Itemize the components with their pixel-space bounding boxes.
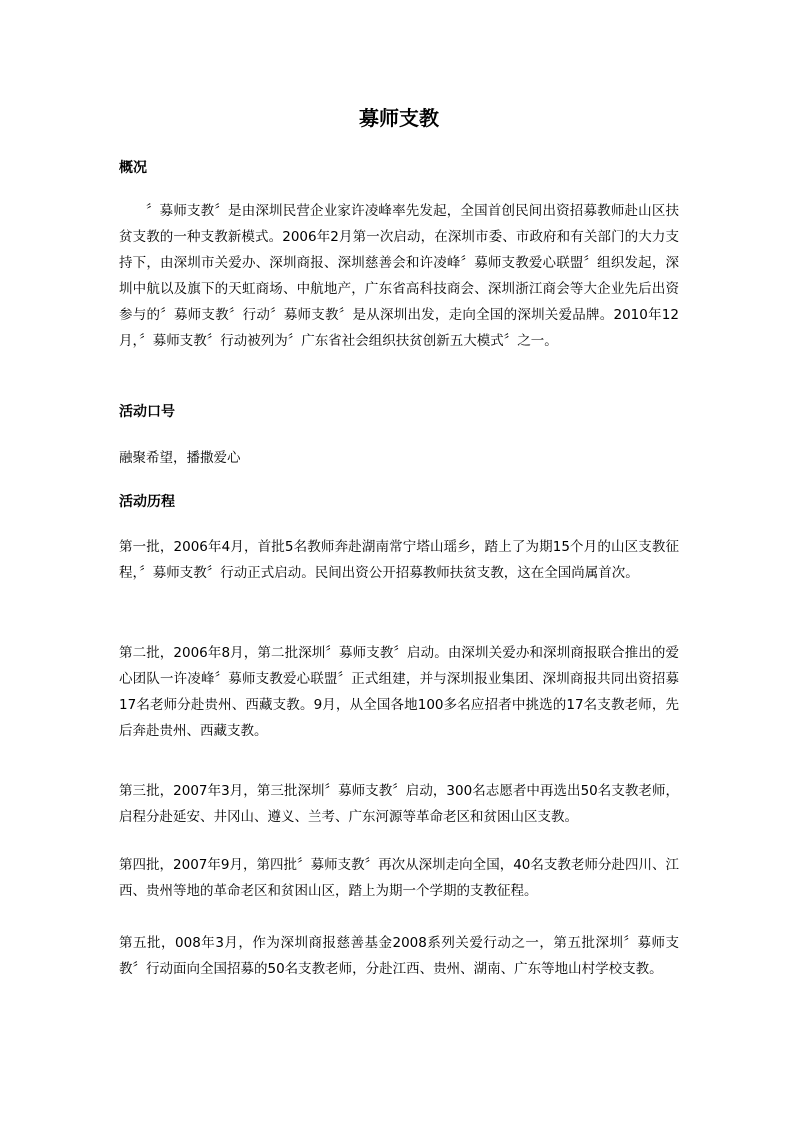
section-heading-overview: 概况 <box>119 160 147 176</box>
history-batch-5: 第五批，008年3月，作为深圳商报慈善基金2008系列关爱行动之一，第五批深圳〞募师支教〞行动面向全国招募的50名支教老师，分赴江西、贵州、湖南、广东等地山村学校支教。 <box>119 935 679 977</box>
section-heading-slogan: 活动口号 <box>119 404 175 420</box>
slogan-paragraph: 融聚希望，播撒爱心 <box>119 450 241 466</box>
overview-paragraph: 〞募师支教〞是由深圳民营企业家许凌峰率先发起，全国首创民间出资招募教师赴山区扶贫支教的一种支教新模式。2006年2月第一次启动，在深圳市委、市政府和有关部门的大力支持下，由深圳市关爱办、深圳商报、深圳慈善会和许凌峰〞募师支教爱心联盟〞组织发起，深圳中航以及旗下的天虹商场、中航地产，广东省高科技商会、深圳浙江商会等大企业先后出资参与的〞募师支教〞行动〞募师支教〞是从深圳出发，走向全国的深圳关爱品牌。2010年12月，〞募师支教〞行动被列为〞广东省社会组织扶贫创新五大模式〞之一。 <box>119 203 679 349</box>
history-batch-1: 第一批，2006年4月，首批5名教师奔赴湖南常宁塔山瑶乡，踏上了为期15个月的山区支教征程，〞募师支教〞行动正式启动。民间出资公开招募教师扶贫支教，这在全国尚属首次。 <box>119 539 679 581</box>
history-batch-3: 第三批，2007年3月，第三批深圳〞募师支教〞启动，300名志愿者中再选出50名支教老师，启程分赴延安、井冈山、遵义、兰考、广东河源等革命老区和贫困山区支教。 <box>119 783 679 825</box>
section-heading-history: 活动历程 <box>119 494 175 510</box>
history-batch-4: 第四批，2007年9月，第四批〞募师支教〞再次从深圳走向全国，40名支教老师分赴四川、江西、贵州等地的革命老区和贫困山区，踏上为期一个学期的支教征程。 <box>119 857 679 899</box>
document-title: 募师支教 <box>359 106 439 130</box>
history-batch-2: 第二批，2006年8月，第二批深圳〞募师支教〞启动。由深圳关爱办和深圳商报联合推出的爱心团队一许凌峰〞募师支教爱心联盟〞正式组建，并与深圳报业集团、深圳商报共同出资招募17名老师分赴贵州、西藏支教。9月，从全国各地100多名应招者中挑选的17名支教老师，先后奔赴贵州、西藏支教。 <box>119 645 679 739</box>
